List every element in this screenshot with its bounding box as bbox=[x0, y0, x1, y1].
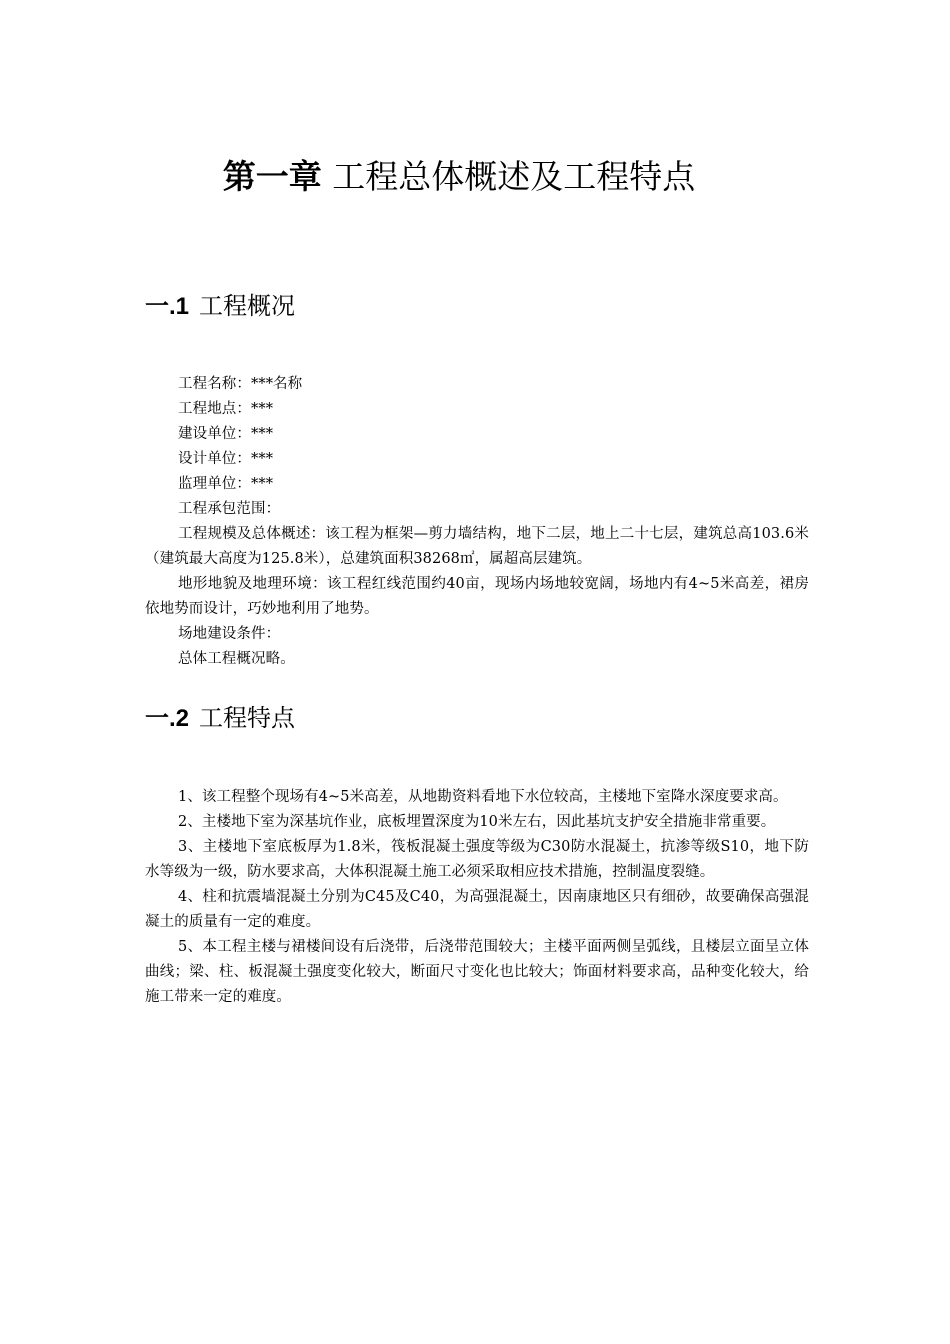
scale-overview-paragraph: 工程规模及总体概述：该工程为框架—剪力墙结构，地下二层，地上二十七层，建筑总高103.6米（建筑最大高度为125.8米），总建筑面积38268㎡，属超高层建筑。 bbox=[145, 526, 809, 567]
section-title: 工程特点 bbox=[199, 704, 296, 732]
section-number: 一.2 bbox=[145, 705, 190, 732]
feature-item: 2、主楼地下室为深基坑作业，底板埋置深度为10米左右，因此基坑支护安全措施非常重要。 bbox=[178, 814, 776, 830]
project-name-line: 工程名称：***名称 bbox=[178, 376, 303, 392]
chapter-title-text: 工程总体概述及工程特点 bbox=[332, 157, 696, 196]
section-heading-overview bbox=[145, 289, 295, 324]
section-heading-features bbox=[145, 701, 295, 736]
contract-scope-line: 工程承包范围： bbox=[178, 501, 281, 517]
project-location-line: 工程地点：*** bbox=[178, 401, 274, 417]
overview-summary-line: 总体工程概况略。 bbox=[178, 651, 295, 667]
terrain-paragraph: 地形地貌及地理环境：该工程红线范围约40亩，现场内场地较宽阔，场地内有4~5米高差，裙房依地势而设计，巧妙地利用了地势。 bbox=[145, 576, 809, 617]
chapter-number: 第一章 bbox=[222, 157, 322, 196]
section-number: 一.1 bbox=[145, 293, 190, 320]
feature-item: 4、柱和抗震墙混凝土分别为C45及C40，为高强混凝土，因南康地区只有细砂，故要确保高强混凝土的质量有一定的难度。 bbox=[145, 889, 809, 930]
designer-line: 设计单位：*** bbox=[178, 451, 274, 467]
section-title: 工程概况 bbox=[199, 292, 296, 320]
feature-item: 5、本工程主楼与裙楼间设有后浇带，后浇带范围较大；主楼平面两侧呈弧线，且楼层立面呈立体曲线；梁、柱、板混凝土强度变化较大，断面尺寸变化也比较大；饰面材料要求高，品种变化较大，给施工带来一定的难度。 bbox=[145, 939, 809, 1005]
feature-item: 3、主楼地下室底板厚为1.8米，筏板混凝土强度等级为C30防水混凝土，抗渗等级S10，地下防水等级为一级，防水要求高，大体积混凝土施工必须采取相应技术措施，控制温度裂缝。 bbox=[145, 839, 809, 880]
features-body bbox=[145, 785, 809, 1010]
supervisor-line: 监理单位：*** bbox=[178, 476, 274, 492]
owner-line: 建设单位：*** bbox=[178, 426, 274, 442]
overview-body bbox=[145, 372, 809, 672]
chapter-title bbox=[0, 154, 918, 200]
site-conditions-line: 场地建设条件： bbox=[178, 626, 281, 642]
feature-item: 1、该工程整个现场有4~5米高差，从地勘资料看地下水位较高，主楼地下室降水深度要求高。 bbox=[178, 789, 788, 805]
